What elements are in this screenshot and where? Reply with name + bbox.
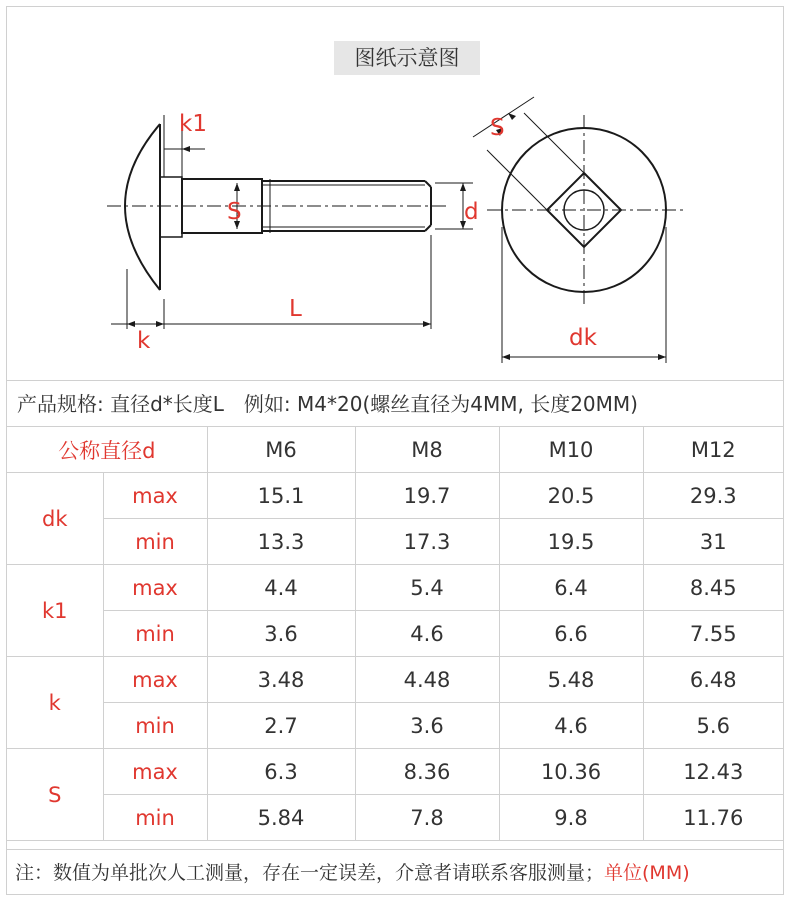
spec-table	[7, 426, 783, 841]
bolt-head-dome	[125, 124, 160, 290]
product-spec-line: 产品规格: 直径d*长度L 例如: M4*20(螺丝直径为4MM, 长度20MM)	[7, 380, 783, 426]
table-header-row	[7, 427, 783, 473]
drawing-title: 图纸示意图	[334, 41, 480, 75]
value-cell: 29.3	[643, 473, 783, 519]
group-label-dk: dk	[7, 473, 103, 565]
value-cell: 6.6	[499, 611, 643, 657]
value-cell: 10.36	[499, 749, 643, 795]
table-row	[7, 795, 783, 841]
label-S-side: S	[227, 199, 242, 225]
value-cell: 31	[643, 519, 783, 565]
value-cell: 7.8	[355, 795, 499, 841]
limit-label: min	[103, 519, 207, 565]
limit-label: min	[103, 795, 207, 841]
value-cell: 6.48	[643, 657, 783, 703]
value-cell: 5.84	[207, 795, 355, 841]
value-cell: 5.48	[499, 657, 643, 703]
limit-label: min	[103, 703, 207, 749]
label-d: d	[464, 199, 479, 225]
table-row	[7, 473, 783, 519]
label-dk: dk	[569, 325, 597, 351]
value-cell: 11.76	[643, 795, 783, 841]
value-cell: 5.6	[643, 703, 783, 749]
value-cell: 8.36	[355, 749, 499, 795]
table-row	[7, 657, 783, 703]
value-cell: 3.6	[355, 703, 499, 749]
value-cell: 20.5	[499, 473, 643, 519]
limit-label: max	[103, 565, 207, 611]
value-cell: 5.4	[355, 565, 499, 611]
label-k: k	[137, 328, 151, 354]
value-cell: 4.4	[207, 565, 355, 611]
value-cell: 6.4	[499, 565, 643, 611]
footnote-text: 注：数值为单批次人工测量，存在一定误差，介意者请联系客服测量；	[15, 862, 605, 884]
size-header: M12	[643, 427, 783, 473]
table-row	[7, 519, 783, 565]
value-cell: 4.6	[499, 703, 643, 749]
value-cell: 3.6	[207, 611, 355, 657]
footnote	[7, 849, 783, 895]
value-cell: 17.3	[355, 519, 499, 565]
value-cell: 6.3	[207, 749, 355, 795]
limit-label: max	[103, 749, 207, 795]
table-row	[7, 703, 783, 749]
value-cell: 19.7	[355, 473, 499, 519]
label-L: L	[289, 296, 302, 322]
size-header: M10	[499, 427, 643, 473]
value-cell: 12.43	[643, 749, 783, 795]
table-row	[7, 749, 783, 795]
value-cell: 13.3	[207, 519, 355, 565]
label-k1: k1	[179, 111, 207, 137]
group-label-k: k	[7, 657, 103, 749]
table-row	[7, 565, 783, 611]
limit-label: min	[103, 611, 207, 657]
value-cell: 9.8	[499, 795, 643, 841]
group-label-S: S	[7, 749, 103, 841]
value-cell: 8.45	[643, 565, 783, 611]
value-cell: 2.7	[207, 703, 355, 749]
value-cell: 7.55	[643, 611, 783, 657]
size-header: M8	[355, 427, 499, 473]
table-row	[7, 611, 783, 657]
unit-label: 单位(MM)	[604, 862, 690, 884]
value-cell: 4.6	[355, 611, 499, 657]
value-cell: 3.48	[207, 657, 355, 703]
spec-sheet	[6, 6, 784, 895]
bolt-drawing	[7, 7, 783, 380]
value-cell: 4.48	[355, 657, 499, 703]
limit-label: max	[103, 473, 207, 519]
limit-label: max	[103, 657, 207, 703]
value-cell: 19.5	[499, 519, 643, 565]
size-header: M6	[207, 427, 355, 473]
group-label-k1: k1	[7, 565, 103, 657]
label-S-head: S	[490, 115, 505, 141]
header-nominal-diameter: 公称直径d	[7, 427, 207, 473]
value-cell: 15.1	[207, 473, 355, 519]
